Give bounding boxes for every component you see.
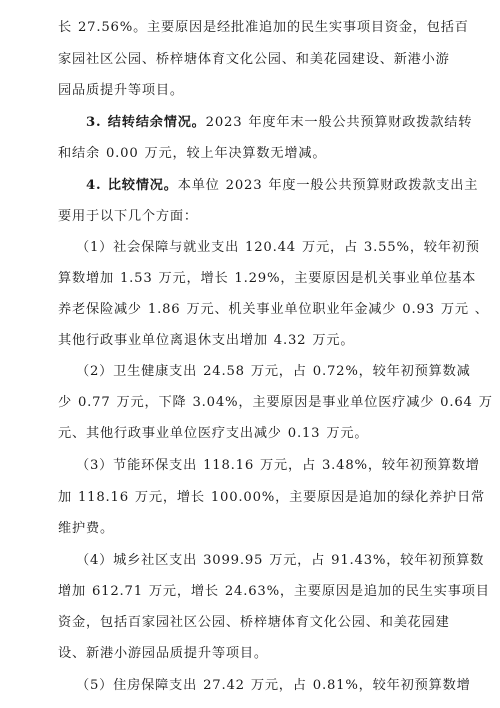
section-4-text: 本单位 2023 年度一般公共预算财政拨款支出主 <box>177 178 479 193</box>
body-line-5: 和结余 0.00 万元，较上年决算数无增减。 <box>58 146 327 161</box>
body-line-7: 要用于以下几个方面： <box>58 209 198 224</box>
item-4-line-1: （4）城乡社区支出 3099.95 万元，占 91.43%，较年初预算数 <box>76 553 485 568</box>
body-line-2: 家园社区公园、桥梓塘体育文化公园、和美花园建设、新港小游 <box>58 52 450 67</box>
section-4-line <box>86 176 486 196</box>
item-2-line-3: 元、其他行政事业单位医疗支出减少 0.13 万元。 <box>58 426 369 441</box>
body-line-3: 园品质提升等项目。 <box>58 83 184 98</box>
section-4-heading: 4. 比较情况。 <box>86 178 178 193</box>
section-3-line <box>86 113 486 133</box>
item-1-line-1: （1）社会保障与就业支出 120.44 万元，占 3.55%，较年初预 <box>76 240 480 255</box>
item-1-line-2: 算数增加 1.53 万元，增长 1.29%，主要原因是机关事业单位基本 <box>58 271 477 286</box>
item-4-line-3: 资金，包括百家园社区公园、桥梓塘体育文化公园、和美花园建 <box>58 615 450 630</box>
item-3-line-2: 加 118.16 万元，增长 100.00%，主要原因是追加的绿化养护日常 <box>58 490 485 505</box>
item-1-line-3: 养老保险减少 1.86 万元、机关事业单位职业年金减少 0.93 万元 、 <box>58 302 489 317</box>
section-3-text: 2023 年度年末一般公共预算财政拨款结转 <box>205 115 473 130</box>
section-3-heading: 3. 结转结余情况。 <box>86 115 206 130</box>
item-4-line-2: 增加 612.71 万元，增长 24.63%，主要原因是追加的民生实事项目 <box>58 584 490 599</box>
item-2-line-1: （2）卫生健康支出 24.58 万元，占 0.72%，较年初预算数减 <box>76 364 471 379</box>
body-line-1: 长 27.56%。主要原因是经批准追加的民生实事项目资金，包括百 <box>58 20 469 35</box>
item-2-line-2: 少 0.77 万元，下降 3.04%，主要原因是事业单位医疗减少 0.64 万 <box>58 395 493 410</box>
item-4-line-4: 设、新港小游园品质提升等项目。 <box>58 646 268 661</box>
item-5-line-1: （5）住房保障支出 27.42 万元，占 0.81%，较年初预算数增 <box>76 678 471 693</box>
item-3-line-1: （3）节能环保支出 118.16 万元，占 3.48%，较年初预算数增 <box>76 458 480 473</box>
item-3-line-3: 维护费。 <box>58 521 114 536</box>
item-1-line-4: 其他行政事业单位离退休支出增加 4.32 万元。 <box>58 333 355 348</box>
